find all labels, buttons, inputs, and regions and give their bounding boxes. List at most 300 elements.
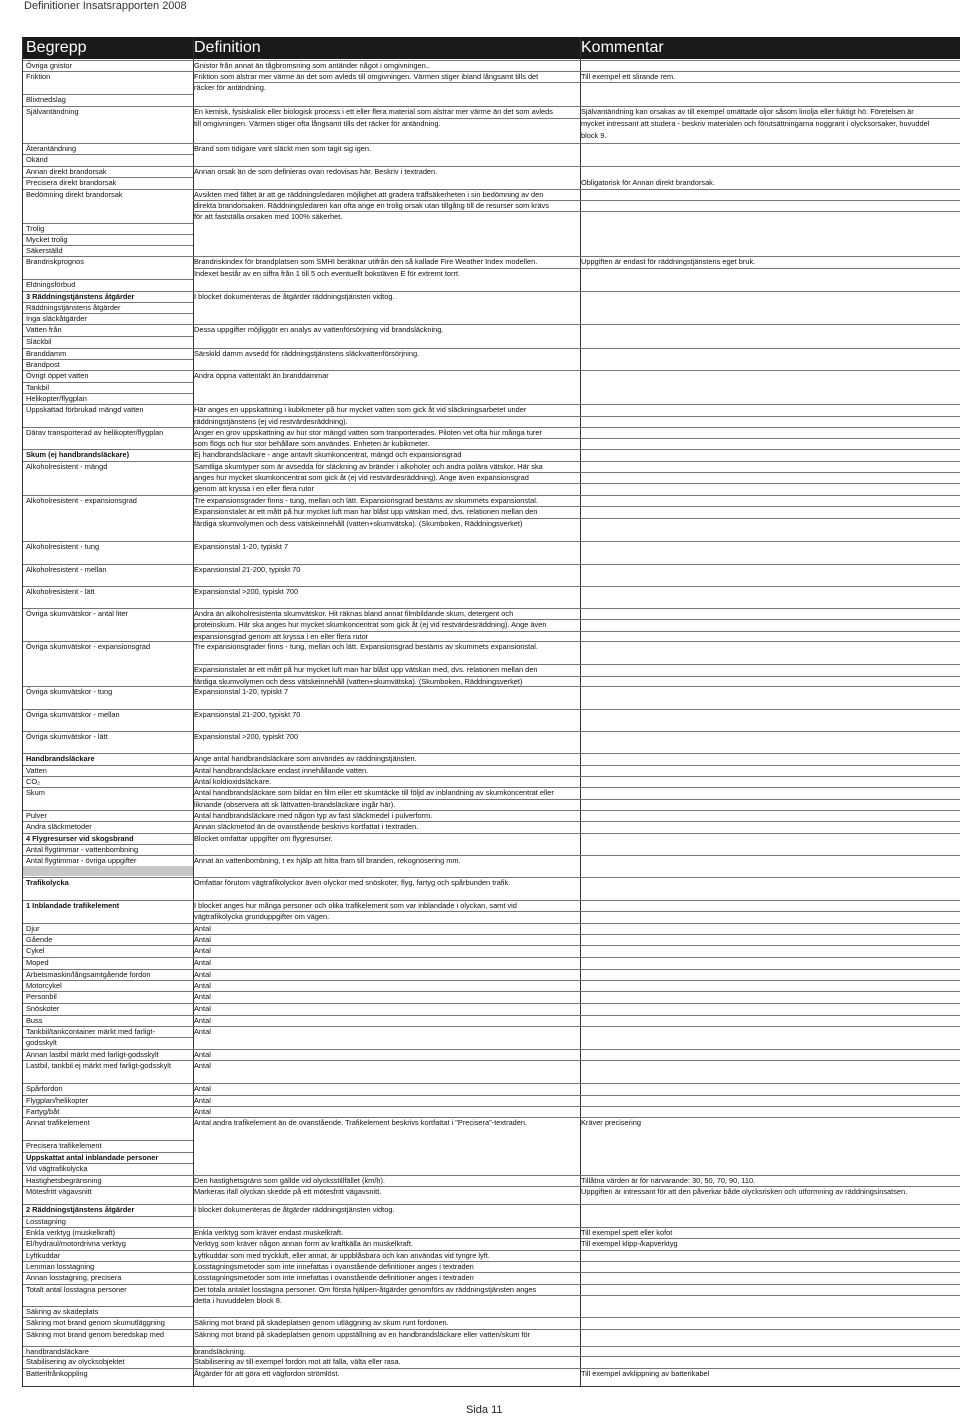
row-divider [23,189,193,190]
term-cell: Helikopter/flygplan [26,394,87,403]
row-divider [193,370,960,371]
section-shade [23,866,193,876]
row-divider [193,564,960,565]
row-divider [193,969,960,970]
row-divider [23,461,193,462]
row-divider [23,1083,193,1084]
definition-cell: Antal [194,992,211,1001]
definition-cell: Anger en grov uppskattning av hur stor mängd vatten som tranporterades. Piloten vet ofta hur många turer [194,428,542,437]
term-cell: Övrigt öppet vatten [26,371,89,380]
definition-cell: Expansionstal 21-200, typiskt 70 [194,565,301,574]
row-divider [23,370,193,371]
row-divider [193,256,960,257]
definition-cell: Antal [194,1050,211,1059]
row-divider [193,1295,960,1296]
definition-cell: Antal [194,924,211,933]
term-cell: Bedömning direkt brandorsak [26,190,123,199]
definition-cell: I blocket dokumenteras de åtgärder räddningstjänsten vidtog. [194,292,395,301]
definition-cell: räcker för antändning. [194,83,266,92]
row-divider [23,1204,193,1205]
definition-cell: Säkring mot brand på skadeplatsen genom uppställning av en handbrandsläckare eller vatten/skum för [194,1330,531,1339]
term-cell: Alkoholresistent - mängd [26,462,108,471]
definition-cell: Den hastighetsgräns som gällde vid olycksstillfället (km/h). [194,1176,386,1185]
row-divider [193,427,960,428]
row-divider [23,923,193,924]
term-cell: Pulver [26,811,47,820]
header-term: Begrepp [26,39,87,56]
term-cell: Arbetsmaskin/långsamtgående fordon [26,970,151,979]
row-divider [193,608,960,609]
definition-cell: räddningstjänstens (ej vid restvärdesräddning). [194,417,348,426]
term-cell: Trolig [26,224,45,233]
row-divider [23,177,193,178]
row-divider [23,821,193,822]
row-divider [23,1152,193,1153]
row-divider [23,1060,193,1061]
row-divider [193,1272,960,1273]
row-divider [23,855,193,856]
row-divider [23,1015,193,1016]
row-divider [193,1317,960,1318]
definition-cell: till omgivningen. Värmen stiger ofta långsamt tills det räcker för antändning. [194,119,441,128]
term-cell: Handbrandsläckare [26,754,95,763]
definition-cell: färdiga skumvolymen och dess vätskeinnehåll (vatten+skumvätska). (Skumboken, Räddningsverket) [194,519,523,528]
definition-cell: Antal [194,958,211,967]
row-divider [193,641,960,642]
row-divider [193,1003,960,1004]
definition-cell: Särskild damm avsedd för räddningstjänstens släckvattenförsörjning. [194,349,420,358]
term-cell: Djur [26,924,40,933]
term-cell: 2 Räddningstjänstens åtgärder [26,1205,135,1214]
term-cell: Uppskattat antal inblandade personer [26,1153,159,1162]
row-divider [23,877,193,878]
row-divider [193,518,960,519]
row-divider [23,404,193,405]
row-divider [193,991,960,992]
definition-cell: Åtgärder för att göra ett vägfordon strömlöst. [194,1369,340,1378]
row-divider [193,1015,960,1016]
term-cell: Uppskattad förbrukad mängd vatten [26,405,144,414]
table-header [23,37,960,59]
definition-cell: Ange antal handbrandsläckare som användes av räddningstjänsten. [194,754,417,763]
row-divider [23,313,193,314]
row-divider [23,787,193,788]
term-cell: Annan lastbil märkt med farligt-godsskylt [26,1050,159,1059]
definition-cell: I blocket anges hur många personer och olika trafikelement som var inblandade i olyckan, samt vid [194,901,517,910]
definition-cell: Expansionstal 1-20, typiskt 7 [194,687,289,696]
term-cell: Skum [26,788,45,797]
definition-cell: Tre expansionsgrader finns - tung, mellan och lätt. Expansionsgrad bestäms av skummets expansionstal. [194,642,538,651]
comment-cell: Till exempel spett eller kofot [581,1228,673,1237]
row-divider [193,1368,960,1369]
term-cell: Fartyg/båt [26,1107,60,1116]
row-divider [23,166,193,167]
row-divider [193,461,960,462]
definition-cell: Omfattar förutom vägtrafikolyckor även olyckor med snöskoter, flyg, fartyg och spårbunden trafik. [194,878,511,887]
term-cell: 4 Flygresurser vid skogsbrand [26,834,134,843]
term-cell: Antal flygtimmar - vattenbombning [26,845,139,854]
definition-cell: Samtliga skumtyper som är avsedda för släckning av bränder i alkoholer och andra polära vätskor. Här ska [194,462,543,471]
term-cell: Alkoholresistent - tung [26,542,100,551]
row-divider [193,686,960,687]
term-cell: handbrandsläckare [26,1347,89,1356]
term-cell: Hastighetsbegränsning [26,1176,102,1185]
row-divider [193,731,960,732]
row-divider [193,676,960,677]
term-cell: Annan direkt brandorsak [26,167,107,176]
comment-cell: Uppgiften är intressant för att den påverkar både olycksrisken och utformning av räddningsinsatsen. [581,1187,908,1196]
row-divider [23,541,193,542]
definition-cell: Ej handbrandsläckare - ange antavlt skumkoncentrat, mängd och expansionsgrad [194,450,462,459]
term-cell: Annan losstagning, precisera [26,1273,122,1282]
term-cell: Säkring mot brand genom skumutläggning [26,1318,165,1327]
row-divider [193,1106,960,1107]
term-cell: Alkoholresistent - lätt [26,587,95,596]
definition-cell: Antal [194,1061,211,1070]
definition-cell: för att fastställa orsaken med 100% säkerhet. [194,212,343,221]
definition-cell: Antal [194,970,211,979]
definition-cell: Blocket omfattar uppgifter om flygresurser. [194,834,333,843]
row-divider [193,118,960,119]
row-divider [23,256,193,257]
term-cell: Lastbil, tankbil ej märkt med farligt-godsskylt [26,1061,171,1070]
definition-cell: Säkring mot brand på skadeplatsen genom utläggning av skum runt fordonen. [194,1318,449,1327]
row-divider [23,980,193,981]
row-divider [23,1186,193,1187]
row-divider [193,438,960,439]
term-cell: 3 Räddningstjänstens åtgärder [26,292,135,301]
row-divider [23,1272,193,1273]
term-cell: godsskylt [26,1038,57,1047]
row-divider [23,1037,193,1038]
row-divider [23,143,193,144]
comment-cell: Kräver precisering [581,1118,641,1127]
row-divider [23,753,193,754]
definition-cell: Enkla verktyg som kräver endast muskelkraft. [194,1228,344,1237]
row-divider [193,810,960,811]
row-divider [193,404,960,405]
row-divider [193,631,960,632]
row-divider [23,833,193,834]
row-divider [193,799,960,800]
row-divider [193,1227,960,1228]
row-divider [23,245,193,246]
row-divider [193,855,960,856]
row-divider [193,1186,960,1187]
row-divider [23,223,193,224]
row-divider [23,1216,193,1217]
definition-cell: Losstagningsmetoder som inte innefattas i ovanstående definitioner anges i textraden [194,1273,474,1282]
term-cell: Övriga skumvätskor - expansionsgrad [26,642,151,651]
term-cell: El/hydraul/motordrivna verktyg [26,1239,126,1248]
definition-cell: anges hur mycket skumkoncentrat som gick åt (ej vid restvärdesräddning). Ange även expansionsgrad [194,473,529,482]
term-cell: Motorcykel [26,981,62,990]
term-cell: Batterifrånkoppling [26,1369,88,1378]
definition-cell: liknande (observera att sk lättvatten-brandsläckare ingår här). [194,800,396,809]
row-divider [23,641,193,642]
row-divider [193,416,960,417]
term-cell: Självantändning [26,107,79,116]
term-cell: 1 Inblandade trafikelement [26,901,120,910]
row-divider [193,71,960,72]
row-divider [193,348,960,349]
definition-cell: brandsläckning. [194,1347,246,1356]
row-divider [23,1003,193,1004]
row-divider [23,1346,193,1347]
row-divider [193,268,960,269]
row-divider [23,945,193,946]
definition-cell: färdiga skumvolymen och dess vätskeinnehåll (vatten+skumvätska). (Skumboken, Räddningsverket) [194,677,523,686]
term-cell: Vid vägtrafikolycka [26,1164,88,1173]
definition-cell: Brand som tidigare varit släckt men som tagit sig igen. [194,144,372,153]
row-divider [193,776,960,777]
term-cell: Säkerställd [26,246,63,255]
comment-cell: Obligatorisk för Annan direkt brandorsak. [581,178,715,187]
row-divider [23,291,193,292]
term-cell: Räddningstjänstens åtgärder [26,303,121,312]
row-divider [193,483,960,484]
row-divider [193,1117,960,1118]
term-cell: Losstagning [26,1217,66,1226]
term-cell: Vatten från [26,325,62,334]
row-divider [193,877,960,878]
term-cell: Brandriskprognos [26,257,84,266]
definition-cell: Tre expansionsgrader finns - tung, mellan och lätt. Expansionsgrad bestäms av skummets expansionstal. [194,496,538,505]
definition-cell: Indexet består av en siffra från 1 till 5 och eventuellt bokstäven E för extremt torrt. [194,269,461,278]
row-divider [23,1250,193,1251]
definition-cell: Andra än alkoholresistenta skumvätskor. Hit räknas bland annat filmbildande skum, detergent och [194,609,514,618]
row-divider [23,900,193,901]
row-divider [193,709,960,710]
term-cell: CO₂ [26,777,40,786]
row-divider [193,211,960,212]
definition-cell: Friktion som alstrar mer värme än det som avleds till omgivningen. Värmen stiger ibland långsamt tills det [194,72,539,81]
definition-cell: Det totala antalet losstagna personer. Om första hjälpen-åtgärder genomförs av räddningstjänsten anges [194,1285,537,1294]
row-divider [193,1175,960,1176]
row-divider [23,1140,193,1141]
definition-cell: Losstagningsmetoder som inte innefattas i ovanstående definitioner anges i textraden [194,1262,474,1271]
row-divider [193,1060,960,1061]
row-divider [23,1026,193,1027]
term-cell: Lyftkuddar [26,1251,61,1260]
term-cell: Cykel [26,946,45,955]
row-divider [23,709,193,710]
term-cell: Tankbil [26,383,50,392]
row-divider [23,844,193,845]
row-divider [23,1284,193,1285]
row-divider [23,60,193,61]
definition-cell: Expansionstal 1-20, typiskt 7 [194,542,289,551]
definition-cell: Antal [194,1096,211,1105]
row-divider [23,686,193,687]
row-divider [23,302,193,303]
term-cell: Alkoholresistent - mellan [26,565,107,574]
definition-cell: Antal handbrandsläckare som bildar en film eller ett skumtäcke till följd av inblandning av skumkoncentrat eller [194,788,554,797]
term-cell: Alkoholresistent - expansionsgrad [26,496,137,505]
row-divider [193,143,960,144]
row-divider [193,957,960,958]
comment-cell: block 9. [581,131,607,140]
row-divider [23,427,193,428]
row-divider [23,279,193,280]
term-cell: Övriga skumvätskor - lätt [26,732,108,741]
row-divider [193,1095,960,1096]
term-cell: Släckbil [26,337,52,346]
row-divider [23,1261,193,1262]
term-cell: Okänd [26,155,48,164]
row-divider [193,619,960,620]
term-cell: Säkring mot brand genom beredskap med [26,1330,165,1339]
row-divider [193,833,960,834]
row-divider [193,324,960,325]
row-divider [23,348,193,349]
row-divider [23,934,193,935]
row-divider [193,449,960,450]
row-divider [23,359,193,360]
term-cell: Övriga skumvätskor - antal liter [26,609,128,618]
row-divider [23,1049,193,1050]
row-divider [23,1106,193,1107]
comment-cell: mycket intressant att studera - beskriv materialen och förutsättningarna noggrant i olycksorsaker, huvuddel [581,119,930,128]
term-cell: Stabilisering av olycksobjektet [26,1357,125,1366]
row-divider [23,765,193,766]
row-divider [193,166,960,167]
row-divider [23,324,193,325]
term-cell: Flygplan/helikopter [26,1096,89,1105]
term-cell: Lemman losstagning [26,1262,95,1271]
definition-cell: Expansionstal >200, typiskt 700 [194,732,299,741]
row-divider [23,1329,193,1330]
term-cell: Friktion [26,72,51,81]
row-divider [193,980,960,981]
row-divider [23,495,193,496]
row-divider [193,586,960,587]
definition-cell: Antal [194,981,211,990]
row-divider [193,495,960,496]
term-cell: Annat trafikelement [26,1118,90,1127]
term-cell: Antal flygtimmar - övriga uppgifter [26,856,137,865]
row-divider [193,1026,960,1027]
definition-cell: expansionsgrad genom att kryssa i en eller flera rutor [194,632,369,641]
definition-cell: Antal [194,1084,211,1093]
row-divider [23,969,193,970]
row-divider [193,753,960,754]
definition-cell: Verktyg som kräver någon annan form av kraftkälla än muskelkraft. [194,1239,413,1248]
term-cell: Vatten [26,766,47,775]
term-cell: Därav transporterad av helikopter/flygplan [26,428,164,437]
header-comment: Kommentar [581,39,664,56]
row-divider [23,106,193,107]
definition-cell: Markeras ifall olyckan skedde på ett mötesfritt vägavsnitt. [194,1187,382,1196]
term-cell: Personbil [26,992,57,1001]
row-divider [23,731,193,732]
row-divider [23,1306,193,1307]
term-cell: Inga släckåtgärder [26,314,87,323]
row-divider [23,1238,193,1239]
definition-cell: Antal [194,946,211,955]
definition-cell: detta i huvuddelen block 8. [194,1296,282,1305]
term-cell: Eldningsförbud [26,280,76,289]
definition-cell: Andra öppna vattentäkt än branddammar [194,371,329,380]
definition-cell: Antal [194,1107,211,1116]
document-title: Definitioner Insatsrapporten 2008 [24,0,187,12]
definition-cell: proteinskum. Här ska anges hur mycket skumkoncentrat som gick åt (ej vid restvärdesräddning). Ange även [194,620,547,629]
definition-cell: Antal koldioxidsläckare. [194,777,272,786]
term-cell: Precisera direkt brandorsak [26,178,117,187]
row-divider [193,189,960,190]
row-divider [23,1368,193,1369]
row-divider [23,586,193,587]
term-cell: Branddamm [26,349,67,358]
row-divider [23,449,193,450]
row-divider [193,934,960,935]
definition-cell: Expansionstal >200, typiskt 700 [194,587,299,596]
term-cell: Spårfordon [26,1084,63,1093]
definition-cell: Annan släckmetod än de ovanstående beskrivs kortfattat i textraden. [194,822,419,831]
term-cell: Blixtnedslag [26,95,66,104]
comment-cell: Tillåtna värden är för närvarande: 30, 50, 70, 90, 110. [581,1176,756,1185]
row-divider [23,382,193,383]
row-divider [23,94,193,95]
row-divider [193,787,960,788]
term-cell: Enkla verktyg (muskelkraft) [26,1228,116,1237]
definition-cell: Dessa uppgifter möjliggör en analys av vattenförsörjning vid brandsläckning. [194,325,444,334]
row-divider [193,106,960,107]
term-cell: Moped [26,958,49,967]
row-divider [193,1083,960,1084]
row-divider [193,60,960,61]
row-divider [193,1261,960,1262]
row-divider [23,1175,193,1176]
row-divider [193,291,960,292]
term-cell: Brandpost [26,360,60,369]
term-cell: Andra släckmetoder [26,822,92,831]
definition-cell: Annat än vattenbombning, t ex hjälp att hitta fram till branden, rekognosering mm. [194,856,461,865]
term-cell: Tankbil/tankcontainer märkt med farligt- [26,1027,155,1036]
row-divider [193,664,960,665]
row-divider [23,1356,193,1357]
row-divider [193,945,960,946]
row-divider [23,810,193,811]
page-number: Sida 11 [466,1404,503,1416]
definition-cell: Lyftkuddar som med tryckluft, eller annat, är uppblåsbara och kan användas vid tyngre lyft. [194,1251,490,1260]
definition-cell: Expansionstalet är ett mått på hur mycket luft man har blåst upp vätskan med, dvs. relationen mellan den [194,507,538,516]
header-definition: Definition [194,39,261,56]
definition-cell: En kemisk, fysiskalisk eller biologisk process i ett eller flera material som alstrar mer värme än det som avleds [194,107,553,116]
definition-cell: Brandriskindex för brandplatsen som SMHI beräknar utifrån den så kallade Fire Weather Index modellen. [194,257,538,266]
term-cell: Trafikolycka [26,878,69,887]
row-divider [193,911,960,912]
row-divider [193,900,960,901]
row-divider [23,393,193,394]
row-divider [193,506,960,507]
definition-cell: Stabilisering av till exempel fordon mot att falla, välta eller rasa. [194,1357,401,1366]
row-divider [23,154,193,155]
term-cell: Övriga skumvätskor - tung [26,687,113,696]
term-cell: Övriga skumvätskor - mellan [26,710,120,719]
row-divider [193,765,960,766]
row-divider [193,1204,960,1205]
definition-cell: Gnistor från annat än tågbromsning som antänder något i omgivningen.. [194,61,430,70]
row-divider [23,234,193,235]
term-cell: Buss [26,1016,43,1025]
row-divider [193,1238,960,1239]
row-divider [23,336,193,337]
definition-cell: Expansionstalet är ett mått på hur mycket luft man har blåst upp vätskan med, dvs. relationen mellan den [194,665,538,674]
definition-cell: Antal handbrandsläckare endast innehållande vatten. [194,766,369,775]
definition-cell: Avsikten med fältet är att ge räddningsledaren möjlighet att gradera träffsäkerheten i sin bedömning av den [194,190,544,199]
term-cell: Skum (ej handbrandsläckare) [26,450,130,459]
